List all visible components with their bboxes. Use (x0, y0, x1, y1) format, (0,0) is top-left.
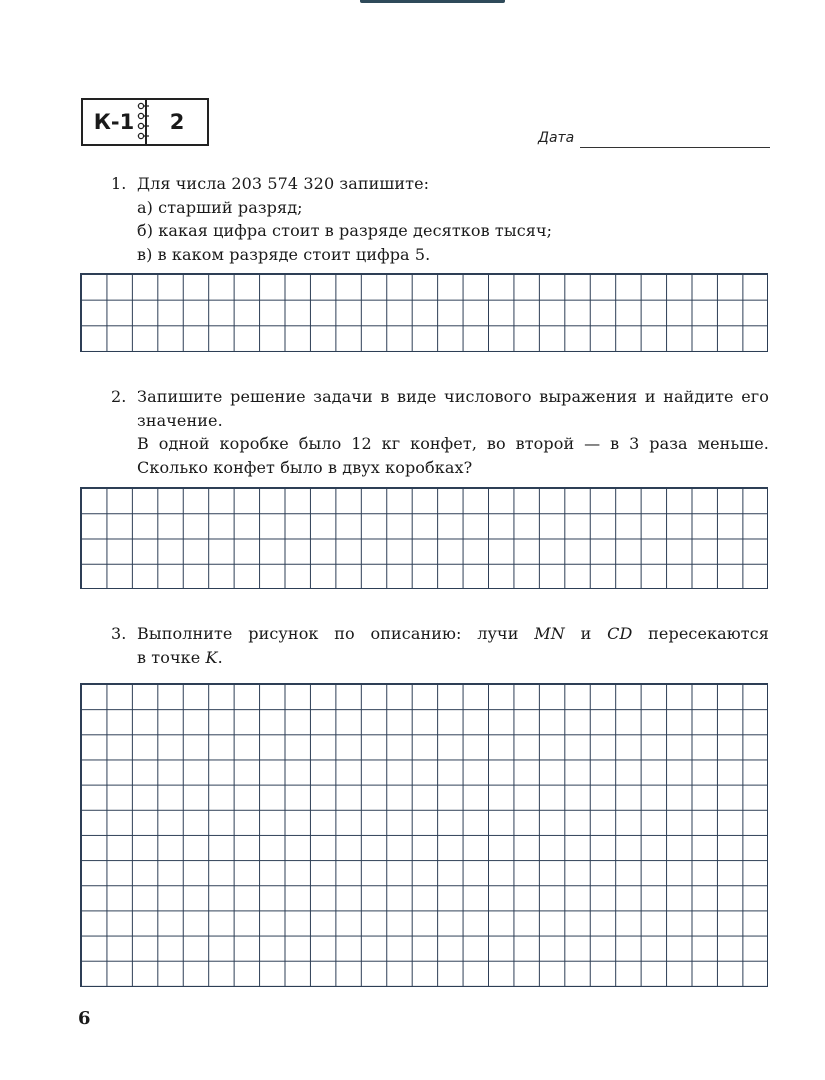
ray-mn-label: MN (534, 624, 565, 643)
task-text-line: в) в каком разряде стоит цифра 5. (137, 244, 431, 264)
task-text-line: Для числа 203 574 320 запишите: (137, 174, 430, 193)
answer-grid-1[interactable] (80, 273, 768, 352)
task-text-line: Сколько конфет было в двух коробках? (137, 457, 473, 477)
ray-cd-label: CD (607, 624, 633, 643)
task-text-line: в точке K. (137, 647, 223, 667)
date-label: Дата (538, 130, 575, 146)
task-text-line: В одной коробке было 12 кг конфет, во второй — в 3 раза меньше. (137, 434, 769, 453)
date-input-line[interactable] (580, 147, 770, 148)
task-text-line: Запишите решение задачи в виде числового выражения и найдите его (137, 387, 769, 406)
spiral-binding-icon (136, 101, 150, 141)
page-number: 6 (78, 1008, 91, 1029)
task-text-line: значение. (137, 410, 223, 430)
task-number: 1. (111, 174, 127, 193)
task-text-line: Выполните рисунок по описанию: лучи MN и CD пересекаются (137, 624, 769, 643)
top-decoration-bar (360, 0, 505, 3)
task-number: 2. (111, 387, 127, 406)
answer-grid-2[interactable] (80, 487, 768, 589)
task-text-line: а) старший разряд; (137, 197, 303, 217)
test-code: К-1 (83, 100, 147, 144)
task-number: 3. (111, 624, 127, 643)
task-text-line: б) какая цифра стоит в разряде десятков тысяч; (137, 221, 553, 240)
point-k-label: K (205, 647, 218, 667)
variant-number: 2 (169, 110, 185, 134)
drawing-grid-3[interactable] (80, 683, 768, 987)
